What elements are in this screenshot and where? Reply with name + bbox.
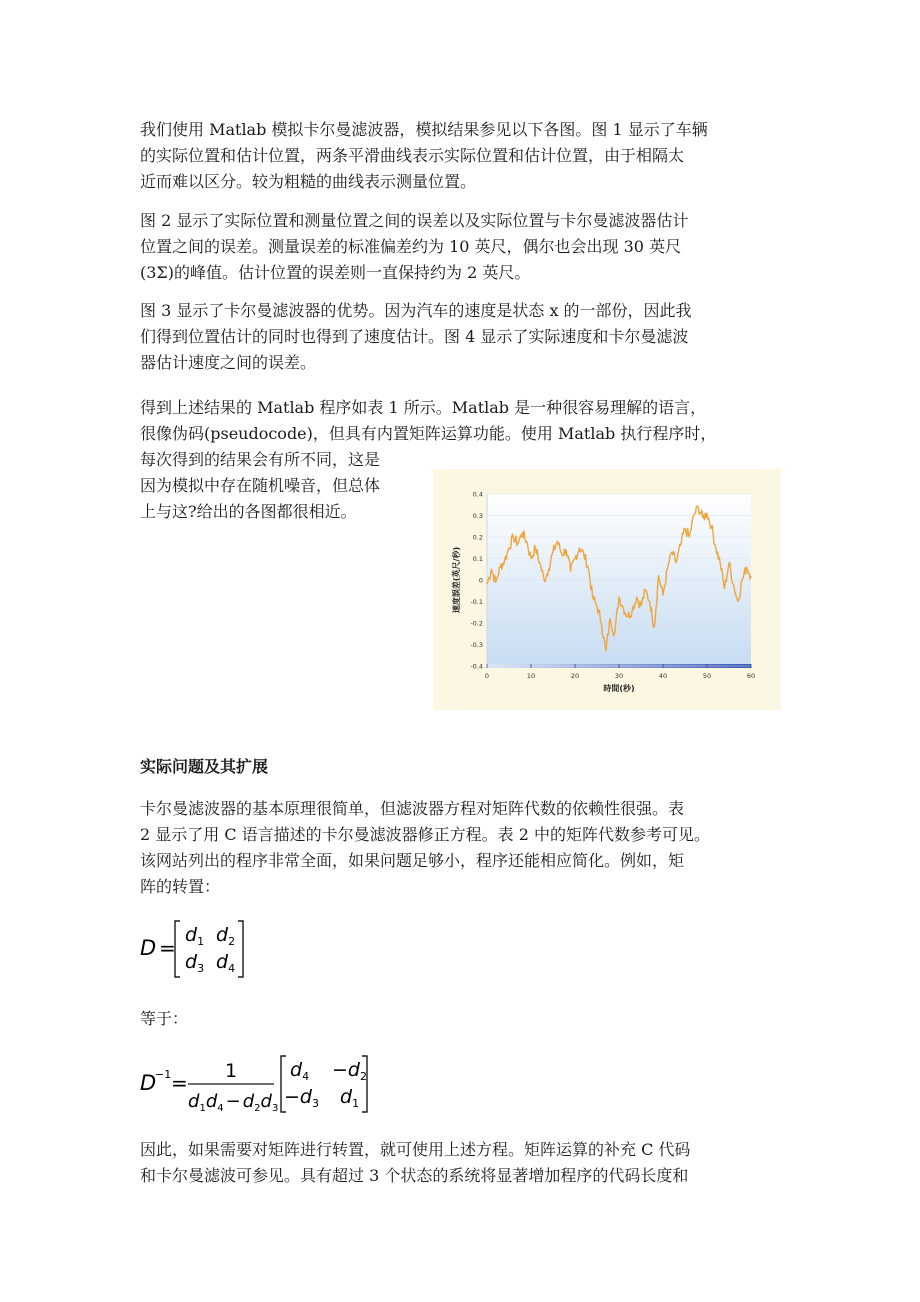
text-line: 我们使用 Matlab 模拟卡尔曼滤波器，模拟结果参见以下各图。图 1 显示了车辆 bbox=[140, 120, 708, 139]
text-line: (3Σ)的峰值。估计位置的误差则一直保持约为 2 英尺。 bbox=[140, 263, 531, 282]
entry-symbol: d bbox=[216, 924, 229, 946]
entry-subscript: 2 bbox=[228, 935, 236, 948]
y-tick-label: 0.3 bbox=[472, 512, 483, 520]
right-bracket bbox=[359, 1056, 367, 1112]
y-tick-label: 0.4 bbox=[472, 490, 483, 499]
matrix-entry bbox=[340, 1086, 359, 1110]
den-subscript: 1 bbox=[199, 1103, 206, 1114]
y-tick-label: -0.2 bbox=[470, 619, 483, 628]
entry-subscript: 3 bbox=[197, 962, 205, 975]
matrix-entry bbox=[185, 951, 204, 975]
y-tick-label: 0 bbox=[478, 576, 483, 585]
den-symbol: d bbox=[260, 1091, 272, 1112]
matrix-entry bbox=[216, 924, 235, 948]
text-line: 图 2 显示了实际位置和测量位置之间的误差以及实际位置与卡尔曼滤波器估计 bbox=[140, 211, 689, 230]
y-tick-label: 0.2 bbox=[472, 533, 483, 542]
entry-symbol: −d bbox=[332, 1059, 360, 1081]
text-line: 2 显示了用 C 语言描述的卡尔曼滤波器修正方程。表 2 中的矩阵代数参考可见。 bbox=[140, 825, 711, 844]
chart-svg bbox=[433, 469, 781, 710]
entry-subscript: 4 bbox=[302, 1070, 310, 1083]
x-tick-label: 0 bbox=[484, 672, 490, 680]
eq2-lhs: D bbox=[140, 1071, 157, 1095]
entry-subscript: 1 bbox=[352, 1097, 360, 1110]
y-axis-label: 速度誤差(英尺/秒) bbox=[452, 546, 461, 614]
text-line: 卡尔曼滤波器的基本原理很简单，但滤波器方程对矩阵代数的依赖性很强。表 bbox=[140, 799, 685, 818]
y-tick-label: -0.4 bbox=[470, 662, 483, 671]
matrix-entry bbox=[216, 951, 235, 975]
fraction-denominator bbox=[188, 1091, 278, 1114]
x-tick-label: 50 bbox=[702, 672, 712, 680]
y-tick-label: -0.1 bbox=[470, 598, 483, 606]
text-line: 的实际位置和估计位置，两条平滑曲线表示实际位置和估计位置，由于相隔太 bbox=[140, 146, 685, 165]
text-line: 器估计速度之间的误差。 bbox=[140, 353, 317, 372]
entry-symbol: d bbox=[340, 1086, 353, 1108]
entry-symbol: d bbox=[185, 951, 198, 973]
entry-subscript: 3 bbox=[311, 1097, 319, 1110]
den-subscript: 3 bbox=[271, 1103, 279, 1114]
text-line: 近而难以区分。较为粗糙的曲线表示测量位置。 bbox=[140, 172, 477, 191]
text-line: 很像伪码(pseudocode)，但具有内置矩阵运算功能。使用 Matlab 执行程序时， bbox=[140, 424, 717, 443]
entry-symbol: −d bbox=[284, 1086, 312, 1108]
entry-subscript: 4 bbox=[228, 962, 236, 975]
x-axis-label: 時間(秒) bbox=[603, 684, 635, 693]
x-tick-label: 40 bbox=[658, 672, 668, 680]
paragraph-1 bbox=[140, 117, 780, 195]
paragraph-2 bbox=[140, 208, 780, 286]
text-line: 因为模拟中存在随机噪音，但总体 bbox=[140, 476, 381, 495]
den-symbol: d bbox=[188, 1091, 200, 1112]
den-subscript: 2 bbox=[254, 1103, 261, 1114]
den-minus: − bbox=[225, 1091, 241, 1112]
y-tick-label: -0.3 bbox=[470, 641, 483, 649]
text-line: 得到上述结果的 Matlab 程序如表 1 所示。Matlab 是一种很容易理解的语言， bbox=[140, 398, 707, 417]
entry-symbol: d bbox=[290, 1059, 303, 1081]
eq1-lhs: D bbox=[140, 936, 157, 960]
text-line: 阵的转置： bbox=[140, 877, 221, 896]
section-heading: 实际问题及其扩展 bbox=[140, 757, 269, 776]
y-tick-label: 0.1 bbox=[472, 555, 483, 563]
equation-matrix-inverse bbox=[140, 1050, 380, 1116]
text-line: 们得到位置估计的同时也得到了速度估计。图 4 显示了实际速度和卡尔曼滤波 bbox=[140, 327, 689, 346]
eq2-superscript: −1 bbox=[155, 1068, 172, 1081]
x-tick-label: 60 bbox=[746, 672, 756, 680]
entry-subscript: 1 bbox=[197, 935, 205, 948]
matrix-entry bbox=[332, 1059, 367, 1083]
text-line: 因此，如果需要对矩阵进行转置，就可使用上述方程。矩阵运算的补充 C 代码 bbox=[140, 1140, 691, 1159]
matrix-entry bbox=[185, 924, 204, 948]
entry-symbol: d bbox=[216, 951, 229, 973]
x-tick-label: 30 bbox=[614, 672, 624, 680]
paragraph-5 bbox=[140, 796, 780, 900]
eq2-equals: = bbox=[171, 1071, 188, 1095]
paragraph-3 bbox=[140, 298, 780, 376]
entry-symbol: d bbox=[185, 924, 198, 946]
text-line: 每次得到的结果会有所不同，这是 bbox=[140, 450, 381, 469]
equation-matrix-d bbox=[140, 915, 280, 981]
entry-subscript: 2 bbox=[359, 1070, 367, 1083]
right-bracket bbox=[238, 921, 243, 977]
text-line: 位置之间的误差。测量误差的标准偏差约为 10 英尺，偶尔也会出现 30 英尺 bbox=[140, 237, 682, 256]
den-subscript: 4 bbox=[217, 1103, 224, 1114]
text-line: 图 3 显示了卡尔曼滤波器的优势。因为汽车的速度是状态 x 的一部份，因此我 bbox=[140, 301, 692, 320]
paragraph-7 bbox=[140, 1137, 780, 1189]
x-tick-label: 20 bbox=[570, 672, 580, 680]
text-line: 上与这?给出的各图都很相近。 bbox=[140, 502, 357, 521]
eq1-equals: = bbox=[159, 936, 176, 960]
text-line: 该网站列出的程序非常全面，如果问题足够小，程序还能相应简化。例如，矩 bbox=[140, 851, 685, 870]
x-tick-label: 10 bbox=[526, 672, 536, 680]
matrix-entry bbox=[284, 1086, 319, 1110]
den-symbol: d bbox=[242, 1091, 255, 1112]
text-line: 等于： bbox=[140, 1009, 189, 1028]
fraction-numerator: 1 bbox=[224, 1060, 238, 1082]
den-symbol: d bbox=[205, 1091, 218, 1112]
velocity-error-chart bbox=[433, 469, 781, 710]
paragraph-6 bbox=[140, 1006, 780, 1032]
text-line: 和卡尔曼滤波可参见。具有超过 3 个状态的系统将显著增加程序的代码长度和 bbox=[140, 1166, 689, 1185]
matrix-entry bbox=[290, 1059, 309, 1083]
